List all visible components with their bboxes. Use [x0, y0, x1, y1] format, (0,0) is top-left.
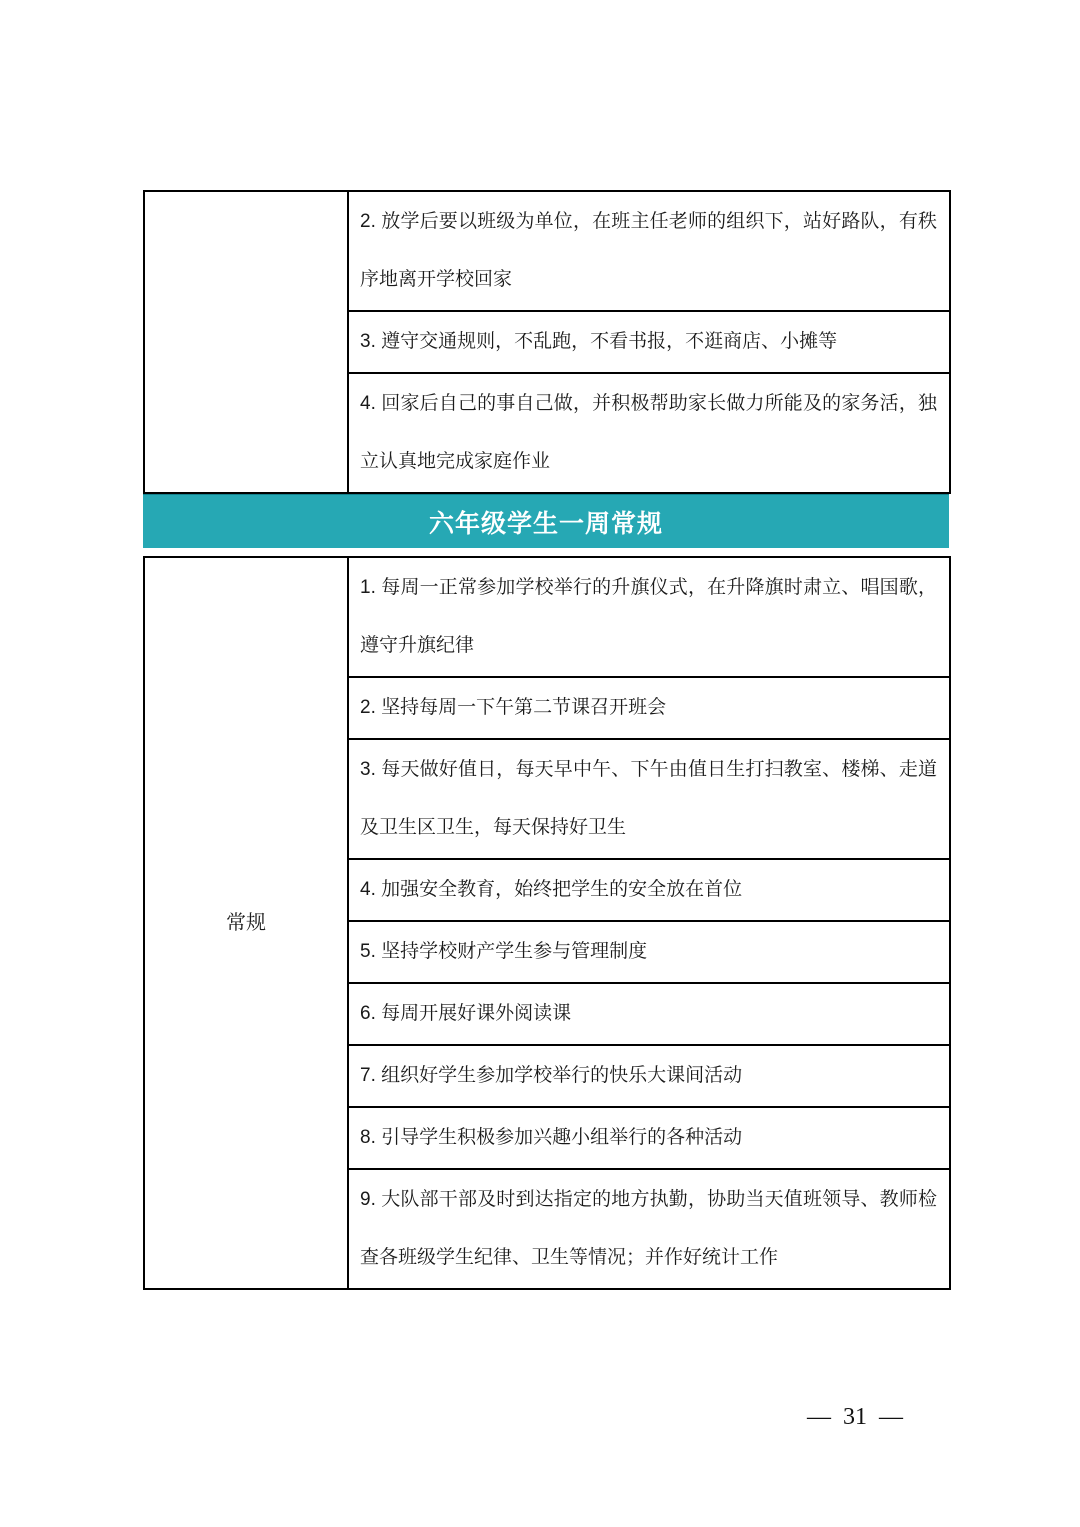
page-number: — 31 — — [807, 1404, 903, 1430]
section-title-banner — [143, 494, 949, 548]
routine-item-9: 9. 大队部干部及时到达指定的地方执勤，协助当天值班领导、教师检查各班级学生纪律、卫生等情况；并作好统计工作 — [348, 1169, 950, 1289]
routine-item-4: 4. 加强安全教育，始终把学生的安全放在首位 — [348, 859, 950, 921]
routine-item-5: 5. 坚持学校财产学生参与管理制度 — [348, 921, 950, 983]
upper-table-item-4: 4. 回家后自己的事自己做，并积极帮助家长做力所能及的家务活，独立认真地完成家庭作业 — [348, 373, 950, 493]
section-title: 六年级学生一周常规 — [428, 509, 663, 538]
table-row — [144, 557, 950, 677]
routine-item-8: 8. 引导学生积极参加兴趣小组举行的各种活动 — [348, 1107, 950, 1169]
routine-item-1: 1. 每周一正常参加学校举行的升旗仪式，在升降旗时肃立、唱国歌，遵守升旗纪律 — [348, 557, 950, 677]
routine-item-7: 7. 组织好学生参加学校举行的快乐大课间活动 — [348, 1045, 950, 1107]
routine-item-3: 3. 每天做好值日，每天早中午、下午由值日生打扫教室、楼梯、走道及卫生区卫生，每天保持好卫生 — [348, 739, 950, 859]
routine-item-6: 6. 每周开展好课外阅读课 — [348, 983, 950, 1045]
upper-table-empty-label-cell — [144, 191, 348, 493]
upper-table-item-3: 3. 遵守交通规则，不乱跑，不看书报，不逛商店、小摊等 — [348, 311, 950, 373]
table-row — [144, 191, 950, 311]
upper-table — [143, 190, 951, 494]
routine-table — [143, 556, 951, 1290]
routine-category-cell: 常规 — [144, 557, 348, 1289]
document-body — [143, 190, 949, 1290]
upper-table-item-2: 2. 放学后要以班级为单位，在班主任老师的组织下，站好路队，有秩序地离开学校回家 — [348, 191, 950, 311]
routine-item-2: 2. 坚持每周一下午第二节课召开班会 — [348, 677, 950, 739]
